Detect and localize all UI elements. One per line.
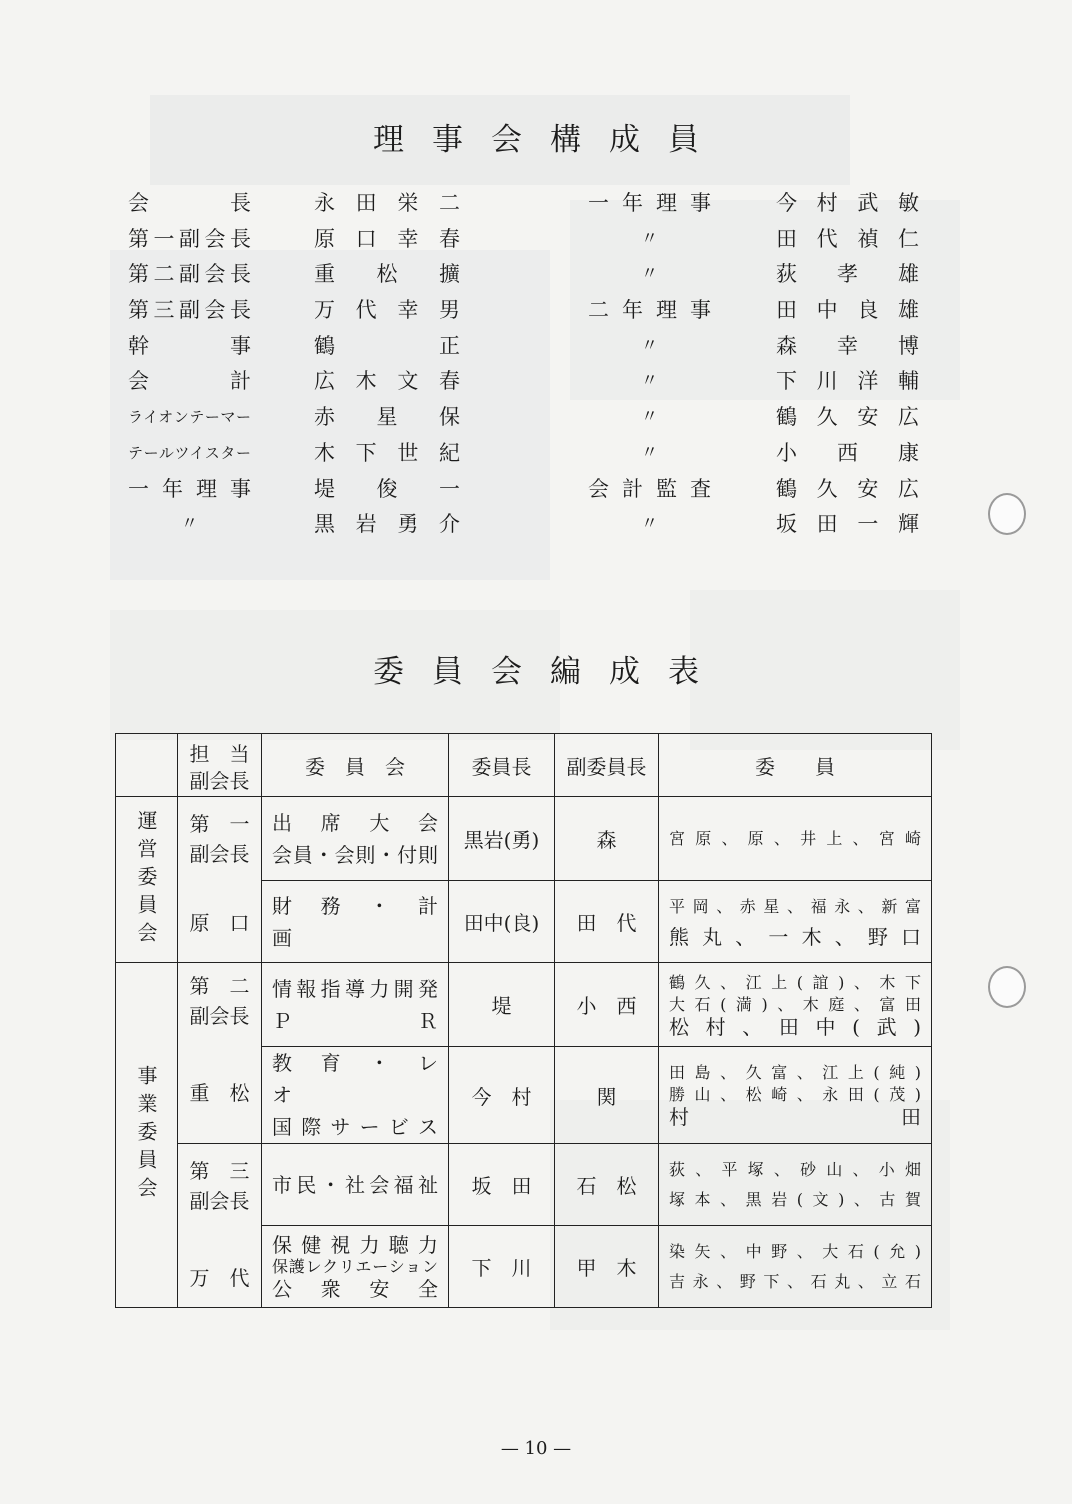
- members-cell: [659, 963, 932, 1047]
- committee-table: [115, 733, 932, 1308]
- cell-line: 宮原、原、井上、宮崎: [669, 828, 921, 848]
- vice-chair-cell: 甲 木: [555, 1226, 659, 1308]
- roster-name: 坂田一輝: [776, 512, 919, 537]
- chair-cell: 田中(良): [449, 881, 555, 963]
- group-cell-operations: [116, 797, 178, 963]
- committee-cell: [262, 1144, 449, 1226]
- cell-line: 村田: [669, 1105, 921, 1129]
- cell-line: 鶴久、江上(誼)、木下: [669, 972, 921, 992]
- members-cell: [659, 1047, 932, 1144]
- cell-line: 荻、平塚、砂山、小畑: [669, 1159, 921, 1179]
- header-vice-chair: 副委員長: [555, 734, 659, 797]
- roster-role: 第三副会長: [128, 298, 251, 323]
- roster-role: 〃: [641, 442, 658, 463]
- cell-line: 情報指導力開発: [272, 976, 438, 1001]
- roster-name: 鶴久安広: [776, 476, 919, 501]
- members-cell: [659, 1226, 932, 1308]
- vice-chair-cell: 関: [555, 1047, 659, 1144]
- roster-name: 森幸博: [776, 333, 919, 358]
- roster-name: 田中良雄: [776, 298, 919, 323]
- committee-cell: [262, 963, 449, 1047]
- members-cell: [659, 881, 932, 963]
- roster-name: 万代幸男: [314, 298, 460, 323]
- roster-name: 原口幸春: [314, 226, 460, 251]
- roster-role: 〃: [641, 264, 658, 285]
- roster-role: 二年理事: [588, 298, 711, 323]
- roster-name: 永田栄二: [314, 191, 460, 215]
- cell-line: 市民・社会福祉: [272, 1172, 438, 1197]
- roster-role: 会長: [128, 191, 251, 215]
- roster-role: 幹事: [128, 333, 251, 358]
- cell-line: 出 席 大 会: [272, 810, 438, 835]
- cell-line: 会員・会則・付則: [272, 842, 438, 867]
- cell-line: 勝山、松崎、永田(茂): [669, 1085, 921, 1104]
- roster-role: 会計: [128, 369, 251, 394]
- left-names-column: [314, 186, 460, 543]
- committee-table-title: 委員会編成表: [373, 654, 727, 690]
- header-chair: 委員長: [449, 734, 555, 797]
- cell-line: 田島、久富、江上(純): [669, 1063, 921, 1082]
- roster-name: 鶴久安広: [776, 405, 919, 430]
- chair-cell: 今 村: [449, 1047, 555, 1144]
- roster-role: 〃: [641, 407, 658, 428]
- board-members-title: 理事会構成員: [373, 122, 727, 158]
- header-blank-cell: [116, 734, 178, 797]
- cell-line: Ｐ Ｒ: [272, 1008, 438, 1033]
- header-members: 委 員: [659, 734, 932, 797]
- roster-role: 第二副会長: [128, 262, 251, 287]
- roster-name: 田代禎仁: [776, 226, 919, 251]
- cell-line: 熊丸、一木、野口: [669, 924, 921, 949]
- group-name: 事業委員会: [134, 1065, 158, 1205]
- cell-line: 教 育 ・ レ オ: [272, 1051, 458, 1107]
- cell-line: 松村、田中(武): [669, 1014, 921, 1039]
- roster-name: 今村武敏: [776, 191, 919, 215]
- roster-role: 会計監査: [588, 476, 711, 501]
- cell-line: 平岡、赤星、福永、新富: [669, 896, 921, 916]
- committee-cell: [262, 881, 458, 963]
- committee-cell: [262, 1226, 449, 1308]
- table-row: [116, 1144, 932, 1226]
- roster-name: 小西康: [776, 440, 919, 465]
- cell-line: 国際サービス: [272, 1115, 438, 1139]
- roster-name: 荻孝雄: [776, 262, 919, 287]
- header-committee: 委 員 会: [262, 734, 449, 797]
- vp-cell-second: 第 二 副会長 重 松: [178, 963, 262, 1144]
- header-vp-in-charge: 担 当 副会長: [178, 734, 262, 797]
- roster-role: テールツイスター: [128, 443, 251, 462]
- cell-line: 染矢、中野、大石(允): [669, 1241, 921, 1261]
- roster-role: 〃: [181, 514, 198, 535]
- roster-name: 黒岩勇介: [314, 512, 460, 537]
- roster-role: 〃: [641, 514, 658, 535]
- cell-line: 保護レクリエーション: [272, 1256, 438, 1276]
- roster-name: 広木文春: [314, 369, 460, 394]
- roster-name: 赤星保: [314, 405, 460, 430]
- vp-cell-first: 第 一 副会長 原 口: [178, 797, 262, 963]
- cell-line: 公 衆 安 全: [272, 1276, 438, 1301]
- cell-line: 塚本、黒岩(文)、古賀: [669, 1189, 921, 1209]
- roster-role: 〃: [641, 371, 658, 392]
- cell-line: 大石(満)、木庭、富田: [669, 994, 921, 1014]
- binder-hole: [988, 966, 1026, 1008]
- group-cell-projects: [116, 963, 178, 1308]
- members-cell: [659, 1144, 932, 1226]
- table-row: [116, 797, 932, 881]
- table-row: [116, 963, 932, 1047]
- members-cell: [659, 797, 932, 881]
- committee-cell: [262, 1047, 458, 1144]
- roster-name: 重松擴: [314, 262, 460, 287]
- vice-chair-cell: 田 代: [555, 881, 659, 963]
- roster-name: 下川洋輔: [776, 369, 919, 394]
- vp-cell-third: 第 三 副会長 万 代: [178, 1144, 262, 1308]
- chair-cell: 坂 田: [449, 1144, 555, 1226]
- left-roles-column: [128, 186, 251, 543]
- page-number: — 10 —: [500, 1438, 572, 1459]
- roster-name: 木下世紀: [314, 440, 460, 465]
- roster-role: 〃: [641, 335, 658, 356]
- roster-role: 一年理事: [128, 476, 251, 501]
- right-roles-column: [588, 186, 711, 543]
- roster-name: 鶴正: [314, 333, 460, 358]
- roster-name: 堤俊一: [314, 476, 460, 501]
- chair-cell: 黒岩(勇): [449, 797, 555, 881]
- roster-role: 〃: [641, 228, 658, 249]
- vice-chair-cell: 森: [555, 797, 659, 881]
- vice-chair-cell: 小 西: [555, 963, 659, 1047]
- chair-cell: 下 川: [449, 1226, 555, 1308]
- board-roster: [0, 186, 1072, 546]
- group-name: 運営委員会: [134, 809, 158, 950]
- chair-cell: 堤: [449, 963, 555, 1047]
- vice-chair-cell: 石 松: [555, 1144, 659, 1226]
- table-header-row: [116, 734, 932, 797]
- cell-line: 財 務 ・ 計 画: [272, 893, 458, 950]
- cell-line: 吉永、野下、石丸、立石: [669, 1271, 921, 1291]
- cell-line: 保健視力聴力: [272, 1232, 438, 1257]
- roster-role: 一年理事: [588, 191, 711, 215]
- committee-cell: [262, 797, 449, 881]
- right-names-column: [776, 186, 919, 543]
- roster-role: ライオンテーマー: [128, 408, 251, 427]
- roster-role: 第一副会長: [128, 226, 251, 251]
